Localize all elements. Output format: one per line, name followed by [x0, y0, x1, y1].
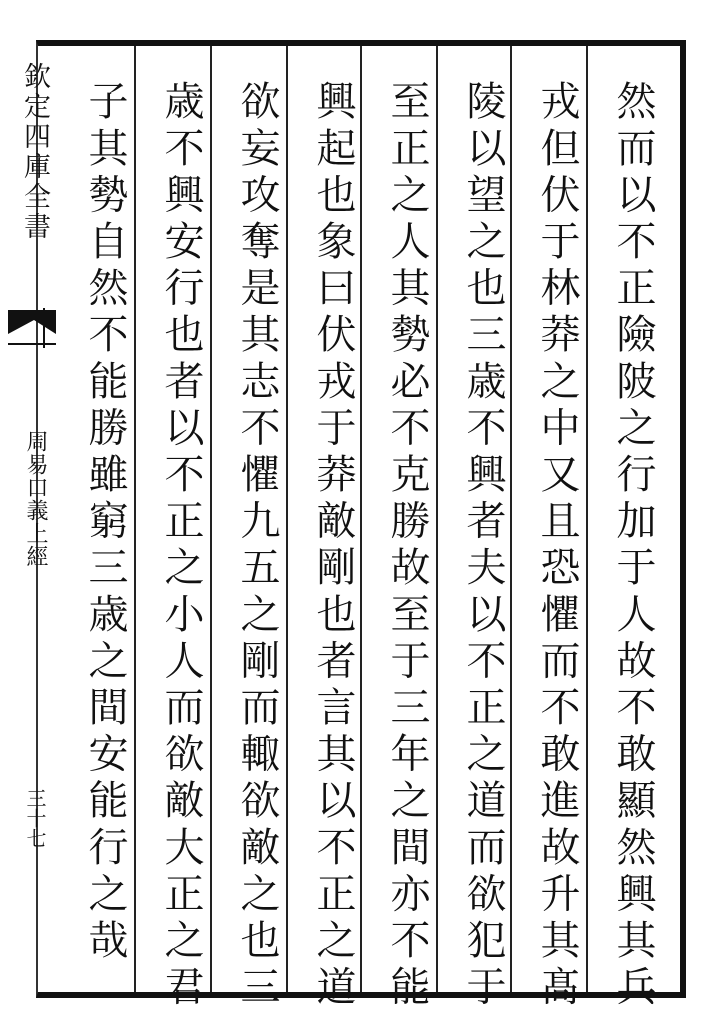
page-number: 三十七 [23, 788, 47, 848]
book-title: 周易口義上經 [23, 430, 48, 568]
page-margin [4, 50, 60, 990]
text-column-7: 歳不興安行也者以不正之小人而欲敵大正之君 [158, 80, 204, 1012]
text-column-2: 戎但伏于林莽之中又且恐懼而不敢進故升其髙 [534, 80, 580, 1012]
text-column-5: 興起也象曰伏戎于莽敵剛也者言其以不正之道 [310, 80, 356, 1012]
text-column-4: 至正之人其勢必不克勝故至于三年之間亦不能 [384, 80, 430, 1012]
text-column-8: 子其勢自然不能勝雖窮三歳之間安能行之哉 [82, 80, 128, 966]
text-column-3: 陵以望之也三歳不興者夫以不正之道而欲犯于 [460, 80, 506, 1012]
text-column-6: 欲妄攻奪是其志不懼九五之剛而輙欲敵之也三 [234, 80, 280, 1012]
collection-title: 欽定四庫全書 [19, 62, 50, 242]
text-column-1: 然而以不正險陂之行加于人故不敢顯然興其兵 [610, 80, 656, 1012]
fish-tail-mark-icon [4, 304, 60, 352]
